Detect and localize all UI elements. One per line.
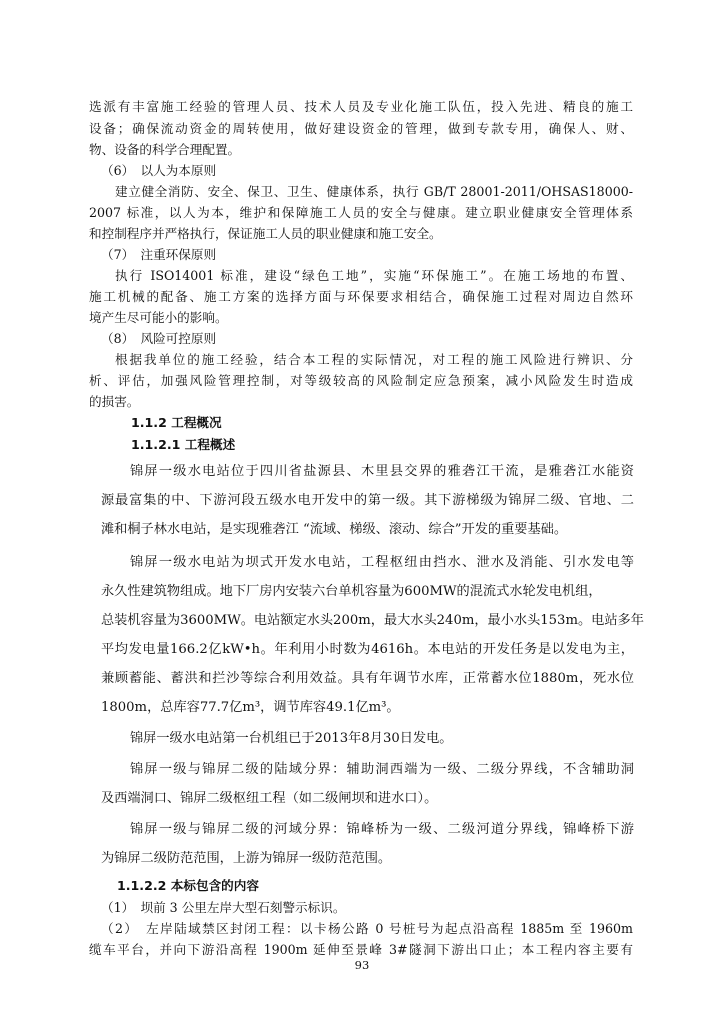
text-line: 锦屏一级水电站为坝式开发水电站，工程枢纽由挡水、泄水及消能、引水发电等 [130, 555, 634, 570]
text-line: 锦屏一级与锦屏二级的河域分界：锦峰桥为一级、二级河道分界线，锦峰桥下游 [130, 822, 634, 837]
heading-1-1-2-2: 1.1.2.2 本标包含的内容 [117, 878, 259, 893]
section-heading: （7） 注重环保原则 [101, 247, 217, 262]
text-line: 设备；确保流动资金的周转使用，做好建设资金的管理，做到专款专用，确保人、财、 [89, 121, 633, 136]
text-line: 执行 ISO14001 标准，建设“绿色工地”，实施“环保施工”。在施工场地的布置、 [115, 268, 633, 283]
text-line: 的损害。 [89, 394, 140, 409]
text-line: 锦屏一级水电站第一台机组已于2013年8月30日发电。 [130, 731, 453, 746]
text-line: （2） 左岸陆域禁区封闭工程：以卡杨公路 0 号桩号为起点沿高程 1885m 至 1960m [101, 921, 633, 936]
text-line: 源最富集的中、下游河段五级水电开发中的第一级。其下游梯级为锦屏二级、官地、二 [101, 493, 634, 508]
heading-1-1-2-1: 1.1.2.1 工程概述 [131, 437, 236, 452]
section-heading: （8） 风险可控原则 [101, 331, 217, 346]
text-line: 平均发电量166.2亿kW•h。年利用小时数为4616h。本电站的开发任务是以发电为主， [101, 642, 634, 657]
text-line: 缆车平台，并向下游沿高程 1900m 延伸至景峰 3#隧洞下游出口止；本工程内容主要有 [89, 942, 633, 957]
heading-1-1-2: 1.1.2 工程概况 [131, 415, 222, 430]
text-line: 物、设备的科学合理配置。 [89, 142, 241, 157]
text-line: 选派有丰富施工经验的管理人员、技术人员及专业化施工队伍，投入先进、精良的施工 [89, 99, 633, 114]
text-line: 建立健全消防、安全、保卫、卫生、健康体系，执行 GB/T 28001-2011/OHSAS18000- [115, 184, 633, 199]
text-line: 析、评估，加强风险管理控制，对等级较高的风险制定应急预案，减小风险发生时造成 [89, 373, 633, 388]
text-line: 总装机容量为3600MW。电站额定水头200m，最大水头240m，最小水头153m。电站多年 [101, 613, 644, 628]
text-line: 滩和桐子林水电站，是实现雅砻江 “流域、梯级、滚动、综合”开发的重要基础。 [101, 522, 568, 537]
text-line: 兼顾蓄能、蓄洪和拦沙等综合利用效益。具有年调节水库，正常蓄水位1880m，死水位 [101, 671, 634, 686]
section-heading: （6） 以人为本原则 [101, 163, 217, 178]
text-line: 和控制程序并严格执行，保证施工人员的职业健康和施工安全。 [89, 226, 442, 241]
text-line: 根据我单位的施工经验，结合本工程的实际情况，对工程的施工风险进行辨识、分 [115, 352, 633, 367]
text-line: 及西端洞口、锦屏二级枢纽工程（如二级闸坝和进水口）。 [101, 791, 438, 806]
text-line: 为锦屏二级防范范围，上游为锦屏一级防范范围。 [101, 851, 392, 866]
text-line: 施工机械的配备、施工方案的选择方面与环保要求相结合，确保施工过程对周边自然环 [89, 289, 633, 304]
text-line: 2007 标准，以人为本，维护和保障施工人员的安全与健康。建立职业健康安全管理体系 [89, 205, 633, 220]
text-line: 永久性建筑物组成。地下厂房内安装六台单机容量为600MW的混流式水轮发电机组， [101, 584, 602, 599]
page-number: 93 [354, 958, 370, 972]
text-line: 锦屏一级与锦屏二级的陆域分界：辅助洞西端为一级、二级分界线，不含辅助洞 [130, 762, 634, 777]
text-line: 锦屏一级水电站位于四川省盐源县、木里县交界的雅砻江干流，是雅砻江水能资 [130, 464, 634, 479]
text-line: 境产生尽可能小的影响。 [89, 310, 228, 325]
text-line: （1） 坝前 3 公里左岸大型石刻警示标识。 [101, 900, 346, 915]
text-line: 1800m，总库容77.7亿m³，调节库容49.1亿m³。 [101, 700, 400, 715]
